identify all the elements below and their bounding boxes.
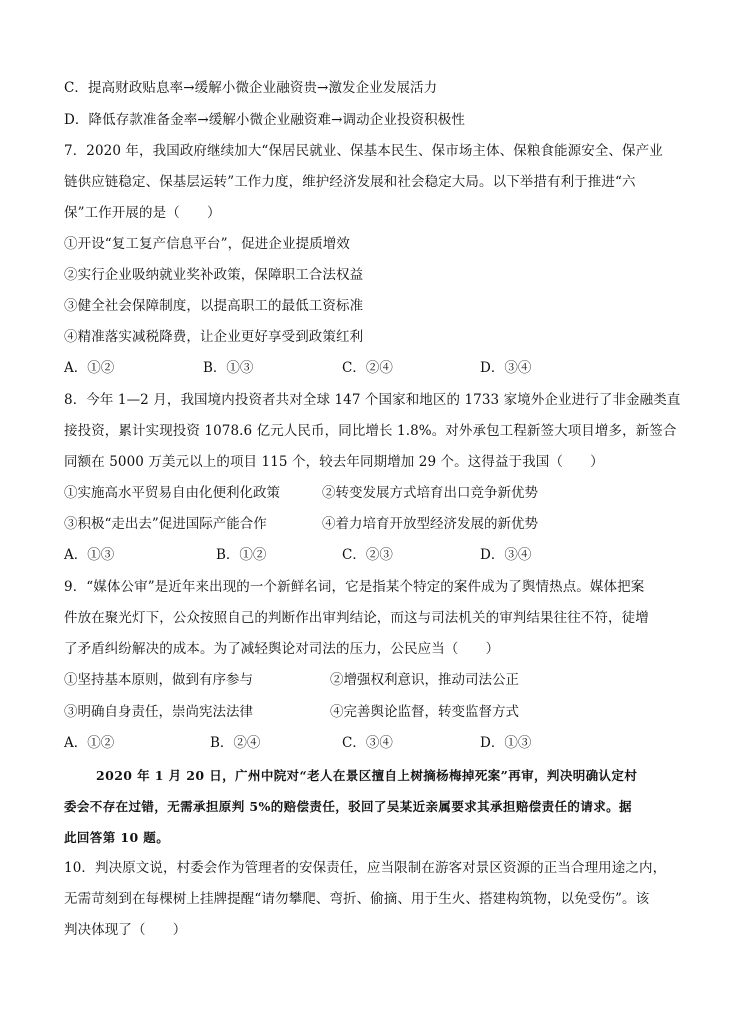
- q7-stem-line-2: 链供应链稳定、保基层运转”工作力度，维护经济发展和社会稳定大局。以下举措有利于推进“六: [64, 174, 636, 190]
- q8-stem-line-2: 接投资，累计实现投资 1078.6 亿元人民币，同比增长 1.8%。对外承包工程新签大项目增多，新签合: [64, 423, 677, 439]
- q9-item-4: ④完善舆论监督，转变监督方式: [330, 704, 519, 720]
- q7-choice-a: A．①②: [64, 360, 115, 376]
- q8-item-1: ①实施高水平贸易自由化便利化政策: [64, 485, 280, 501]
- q8-stem-line-3: 同额在 5000 万美元以上的项目 115 个，较去年同期增加 29 个。这得益于我国（ ）: [64, 454, 604, 470]
- q7-choice-b: B．①③: [203, 360, 254, 376]
- q10-stem-line-2: 无需苛刻到在每棵树上挂牌提醒“请勿攀爬、弯折、偷摘、用于生火、搭建构筑物，以免受伤”。该: [64, 891, 650, 907]
- q7-item-1: ①开设“复工复产信息平台”，促进企业提质增效: [64, 236, 351, 252]
- q6-option-c: C．提高财政贴息率→缓解小微企业融资贵→激发企业发展活力: [64, 80, 438, 96]
- q10-stem-line-1: 10．判决原文说，村委会作为管理者的安保责任，应当限制在游客对景区资源的正当合理用途之内，: [64, 860, 667, 876]
- q8-choice-b: B．①②: [216, 547, 267, 563]
- q9-item-1: ①坚持基本原则，做到有序参与: [64, 672, 253, 688]
- q7-stem-line-3: 保”工作开展的是（ ）: [64, 205, 221, 221]
- q9-item-3: ③明确自身责任，崇尚宪法法律: [64, 704, 253, 720]
- q7-item-2: ②实行企业吸纳就业奖补政策，保障职工合法权益: [64, 267, 364, 283]
- q6-option-d: D．降低存款准备金率→缓解小微企业融资难→调动企业投资积极性: [64, 112, 465, 128]
- q9-choice-a: A．①②: [64, 735, 115, 751]
- q9-stem-line-3: 了矛盾纠纷解决的成本。为了减轻舆论对司法的压力，公民应当（ ）: [64, 641, 500, 657]
- q8-item-2: ②转变发展方式培育出口竞争新优势: [322, 485, 538, 501]
- q8-choice-c: C．②③: [342, 547, 393, 563]
- q8-stem-line-1: 8．今年 1—2 月，我国境内投资者共对全球 147 个国家和地区的 1733 家境外企业进行了非金融类直: [64, 392, 681, 408]
- q8-choice-d: D．③④: [480, 547, 532, 563]
- q9-choice-d: D．①③: [480, 735, 532, 751]
- q9-choice-b: B．②④: [210, 735, 261, 751]
- q7-item-4: ④精准落实减税降费，让企业更好享受到政策红利: [64, 329, 364, 345]
- q7-stem-line-1: 7．2020 年，我国政府继续加大“保居民就业、保基本民生、保市场主体、保粮食能源安全、保产业: [64, 143, 663, 159]
- q9-stem-line-2: 件放在聚光灯下，公众按照自己的判断作出审判结论，而这与司法机关的审判结果往往不符，徒增: [64, 610, 649, 626]
- q9-item-2: ②增强权利意识，推动司法公正: [330, 672, 519, 688]
- q8-item-3: ③积极“走出去”促进国际产能合作: [64, 516, 267, 532]
- material-line-2: 委会不存在过错，无需承担原判 5%的赔偿责任，驳回了吴某近亲属要求其承担赔偿责任的请求。据: [64, 799, 632, 814]
- q9-stem-line-1: 9．“媒体公审”是近年来出现的一个新鲜名词，它是指某个特定的案件成为了舆情热点。媒体把案: [64, 579, 645, 595]
- q7-choice-d: D．③④: [480, 360, 532, 376]
- q10-stem-line-3: 判决体现了（ ）: [64, 922, 187, 938]
- q8-item-4: ④着力培育开放型经济发展的新优势: [322, 516, 538, 532]
- q9-choice-c: C．③④: [342, 735, 393, 751]
- material-line-3: 此回答第 10 题。: [64, 830, 170, 845]
- q8-choice-a: A．①③: [64, 547, 115, 563]
- material-line-1: 2020 年 1 月 20 日，广州中院对“老人在景区擅自上树摘杨梅掉死案”再审，判决明确认定村: [96, 768, 638, 783]
- q7-item-3: ③健全社会保障制度，以提高职工的最低工资标准: [64, 298, 364, 314]
- q7-choice-c: C．②④: [342, 360, 393, 376]
